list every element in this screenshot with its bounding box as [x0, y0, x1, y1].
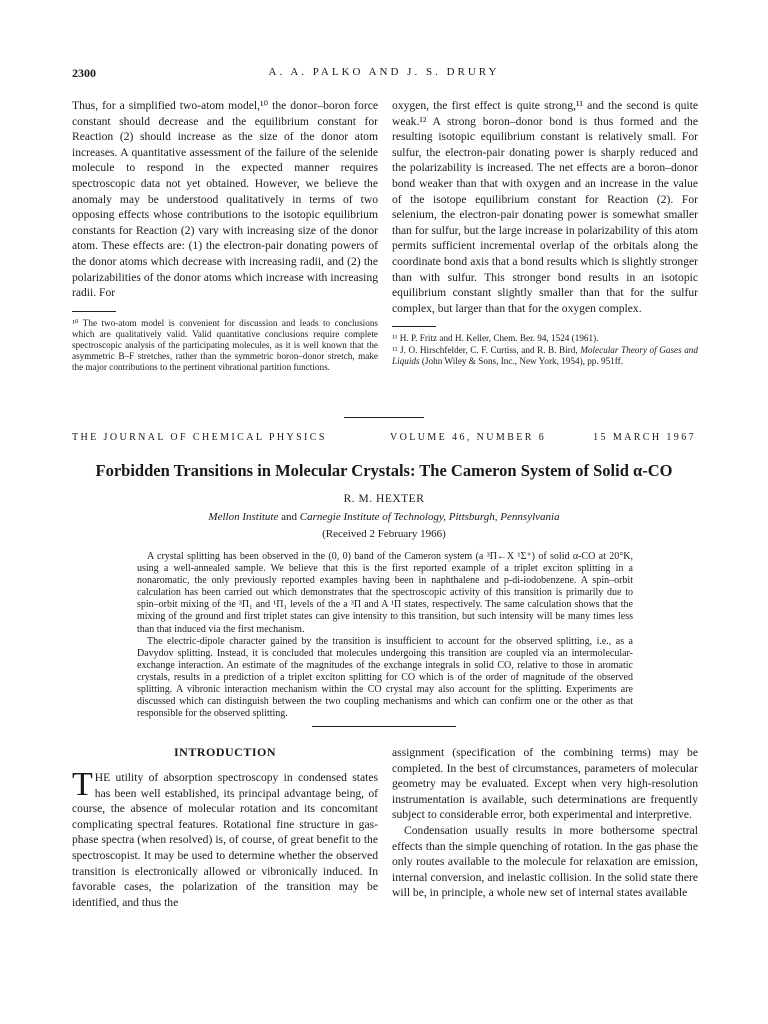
journal-header — [72, 432, 696, 446]
introduction-left-column — [72, 745, 378, 910]
introduction-paragraph-text: HE utility of absorption spectroscopy in condensed states has been well established, its principal advantage being, of course, the absence of molecular rotation and its concomitant complicating spectral features. Rotational fine structure in gas-phase spectra (when resolved) is, of course, of great benefit to the spectroscopist. It may be used to determine whether the observed transition is electronically allowed or vibronically induced. In favorable cases, the polarization of the transition may be identified, and thus the — [72, 771, 378, 909]
journal-volume: VOLUME 46, NUMBER 6 — [390, 432, 547, 443]
footnote-12 — [392, 345, 698, 367]
footnote-12-authors: ¹² J. O. Hirschfelder, C. F. Curtiss, and R. B. Bird, — [392, 345, 581, 356]
abstract-paragraph: A crystal splitting has been observed in the (0, 0) band of the Cameron system (a ³Π←X ¹Σ⁺) of solid α-CO at 20°K, using a well-annealed sample. We believe that this is the first reported example of a triplet exciton splitting in a nonaromatic, the only previously reported examples having been in naphthalene and p-di-iodobenzene. A spin–orbit calculation has been carried out which demonstrates that the spectroscopic activity of this transition is primarily due to spin–orbit mixing of the ³Π₁ and ¹Π₁ levels of the a ³Π and A ¹Π states, respectively. The same calculation shows that the mixing of the ground and first triplet states can give intensity to this transition, but such intensity will be many times less than that induced via the first mechanism. — [137, 551, 633, 635]
article-title: Forbidden Transitions in Molecular Crystals: The Cameron System of Solid α-CO — [95, 461, 673, 480]
footnote-11: ¹¹ H. P. Fritz and H. Keller, Chem. Ber. 94, 1524 (1961). — [392, 333, 599, 344]
abstract-separator-rule — [312, 726, 456, 727]
running-head — [72, 66, 696, 84]
section-heading-introduction: INTRODUCTION — [173, 745, 276, 759]
abstract — [137, 551, 633, 720]
footnote-12-book-title: Molecular Theory of Gases and Liquids — [392, 345, 698, 367]
previous-article-right-column — [392, 98, 698, 367]
page-number: 2300 — [72, 66, 96, 80]
journal-name: THE JOURNAL OF CHEMICAL PHYSICS — [72, 432, 327, 443]
received-date: (Received 2 February 1966) — [322, 528, 446, 540]
article-author: R. M. HEXTER — [343, 493, 425, 505]
affiliation-and: and — [278, 511, 300, 523]
footnote-12-publisher: (John Wiley & Sons, Inc., New York, 1954), pp. 951ff. — [419, 356, 624, 367]
previous-article-paragraph: Thus, for a simplified two-atom model,¹⁰ the donor–boron force constant should decrease and the equilibrium constant for Reaction (2) should increase as the size of the donor atom increases. A quantitative assessment of the failure of the selenide molecule to respond in the expected manner requires spectroscopic data not yet obtained. However, we believe the anomaly may be understood qualitatively in terms of two opposing effects whose contributions to the isotopic equilibrium constants for Reaction (2) vary with increasing size of the donor atom. These effects are: (1) the electron-pair donating powers of the donor atoms which decrease with increasing radii, and (2) the polarizabilities of the donor atoms which increase with increasing radii. For — [72, 99, 378, 300]
previous-article-left-column — [72, 98, 378, 373]
footnote-divider — [392, 326, 436, 327]
footnote-divider — [72, 311, 116, 312]
author-affiliation — [0, 511, 768, 523]
introduction-paragraph — [72, 766, 378, 910]
affiliation-carnegie: Carnegie Institute of Technology, Pittsburgh, Pennsylvania — [299, 511, 560, 523]
drop-cap: T — [72, 766, 93, 803]
article-separator-rule — [344, 417, 424, 418]
affiliation-mellon: Mellon Institute — [208, 511, 279, 523]
footnote-10: ¹⁰ The two-atom model is convenient for discussion and leads to conclusions which are qualitatively valid. Valid quantitative conclusions require complete spectroscopic analysis of the participating molecules, as it is well known that the asymmetric B–F stretches, rather than the symmetric boron–donor stretch, make the major contributions to the pertinent vibrational partition functions. — [72, 317, 378, 372]
journal-date: 15 MARCH 1967 — [593, 432, 696, 443]
abstract-paragraph: The electric-dipole character gained by the transition is insufficient to account for the observed splitting, i.e., as a Davydov splitting. Instead, it is concluded that molecules undergoing this transition are coupled via an intermolecular-exchange interaction. An estimate of the magnitudes of the exchange integrals in solid CO, relative to those in aromatic crystals, results in a prediction of a triplet exciton splitting for CO which is of the order of magnitude of the observed splitting. A vibronic interaction mechanism within the CO crystal may also account for the splitting. Experiments are discussed which can distinguish between the two coupling mechanisms and which can confirm one or the other as that responsible for the observed splitting. — [137, 635, 633, 720]
introduction-paragraph: Condensation usually results in more bothersome spectral effects than the simple quenching of rotation. In the gas phase the only routes available to the molecule for relaxation are emission, internal conversion, and inelastic collision. In the solid state there will be, in principle, a whole new set of internal states available — [392, 823, 698, 900]
introduction-paragraph-continued: assignment (specification of the combining terms) may be completed. In the best of circumstances, parameters of molecular geometry may be evaluated. Except when very high-resolution instrumentation is available, such determinations are frequently subject to considerable error, both experimental and interpretive. — [392, 746, 698, 822]
previous-article-paragraph-continued: oxygen, the first effect is quite strong,¹¹ and the second is quite weak.¹² A strong boron–donor bond is thus formed and the resulting isotopic equilibrium constant is relatively small. For sulfur, the electron-pair donating power is sharply reduced and the polarizability is increased. The net effects are a boron–donor bond weaker than that with oxygen and an increase in the value of the isotope equilibrium constant for Reaction (2). For selenium, the electron-pair donating power is somewhat smaller than for sulfur, but the large increase in polarizability of this atom permits sufficient incremental overlap of the orbitals along the coordinate bond axis that a bond results which is slightly stronger than with sulfur. This stronger bond results in an isotopic equilibrium constant slightly smaller than that for the sulfur complex, but larger than that for the oxygen complex. — [392, 99, 698, 315]
introduction-right-column — [392, 745, 698, 901]
running-head-authors: A. A. PALKO AND J. S. DRURY — [268, 66, 500, 78]
